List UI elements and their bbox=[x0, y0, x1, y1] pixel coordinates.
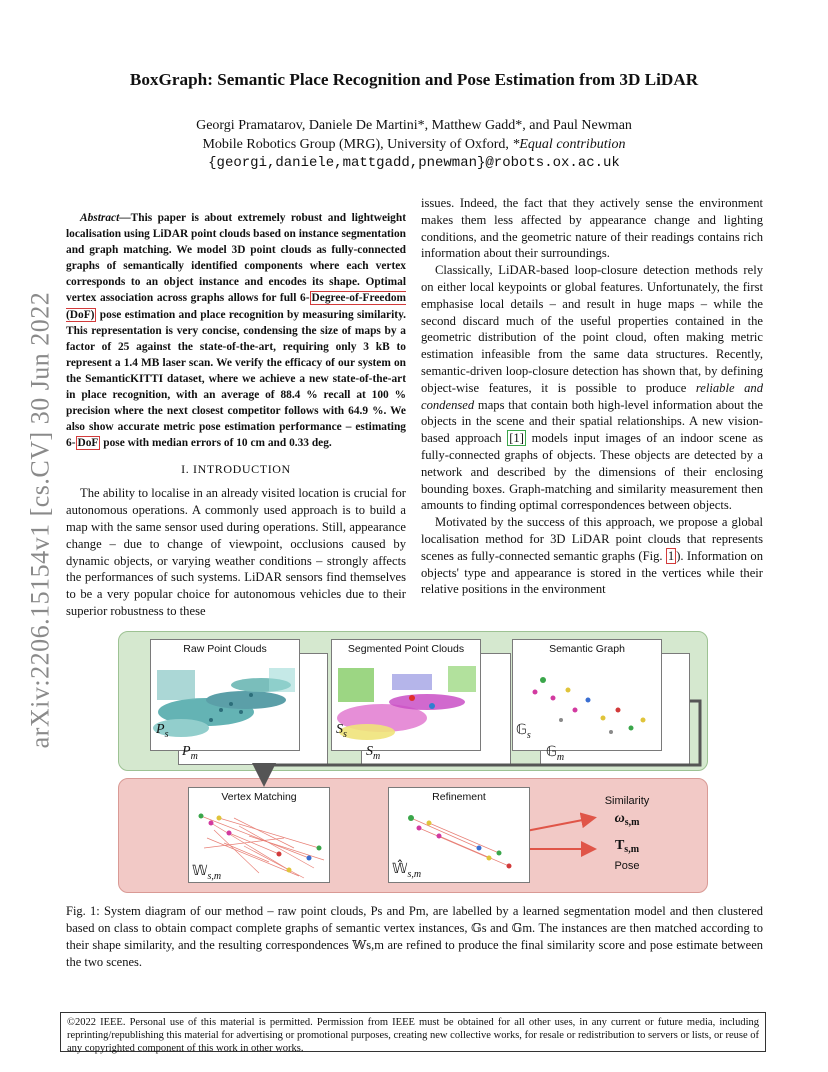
abstract-text-1: —This paper is about extremely robust and lightweight localisation using LiDAR point clouds based on instance segmentation and graph matching. We model 3D point clouds as fully-connected graphs of semantically identified components where each vertex corresponds to an object instance and encodes its shape. Optimal vertex association across graphs allows for full 6- bbox=[66, 212, 406, 305]
right-paragraph-2-a: Classically, LiDAR-based loop-closure detection methods rely on either local keypoints or global features. Unfortunately, the first emphasise local details – and result in huge maps – while the second discard much of the useful properties contained in the geometric distribution of the point cloud, often making metric estimation infeasible from the same data structures. Recently, semantic-driven loop-closure detection has shown that, by defining object-wise features, it is possible to produce bbox=[421, 263, 763, 395]
label-ss: $S_s$ bbox=[336, 722, 347, 740]
segmented-pointcloud-title: Segmented Point Clouds bbox=[347, 643, 465, 655]
label-w-hat: $𝕎̂_{s,m}$ bbox=[392, 862, 422, 880]
right-paragraph-1: issues. Indeed, the fact that they actively sense the environment makes them less affected by appearance change and lighting conditions, and the geometric nature of their readings contains rich information about their surroundings. bbox=[421, 196, 763, 261]
dof-acronym-link-2[interactable]: DoF bbox=[77, 437, 99, 450]
author-names: Georgi Pramatarov, Daniele De Martini*, Matthew Gadd*, and Paul Newman bbox=[196, 118, 632, 133]
abstract-text-2: pose estimation and place recognition by measuring similarity. This representation is very concise, condensing the size of maps by a factor of 25 against the state-of-the-art, requiring only 3 kB to represent a 1.4 MB laser scan. We verify the efficacy of our system on the SemanticKITTI dataset, where we achieve a new state-of-the-art in place recognition, with an average of 88.4 % recall at 100 % precision where the next closest competitor follows with 64.9 %. We also show accurate metric pose estimation performance – estimating 6- bbox=[66, 308, 406, 450]
author-emails: {georgi,daniele,mattgadd,pnewman}@robots.ox.ac.uk bbox=[208, 155, 620, 171]
affiliation-text: Mobile Robotics Group (MRG), University of Oxford, bbox=[202, 137, 509, 152]
right-paragraph-3 bbox=[421, 514, 763, 598]
label-gm: 𝔾$_m$ bbox=[546, 745, 565, 763]
similarity-symbol: $\omega_{s,m}$ bbox=[614, 811, 640, 829]
vertex-matching-title: Vertex Matching bbox=[221, 791, 297, 803]
figure-1-system-diagram bbox=[118, 631, 708, 893]
left-column bbox=[66, 210, 406, 620]
arxiv-identifier bbox=[20, 280, 60, 760]
label-gs: 𝔾$_s$ bbox=[516, 723, 531, 741]
right-paragraph-2-c: models input images of an indoor scene as fully-connected graphs of objects. These objects are detected by a network and described by the dimensions of their enclosing bounding boxes. Graph-matching and similarity measurement then amounts to finding optimal correspondences between objects. bbox=[421, 431, 764, 513]
pose-symbol: $T_{s,m}$ bbox=[614, 838, 640, 856]
section-heading-introduction: I. INTRODUCTION bbox=[181, 462, 291, 477]
label-sm: $S_m$ bbox=[366, 744, 381, 762]
right-paragraph-2 bbox=[421, 262, 763, 514]
figure-1-caption: Fig. 1: System diagram of our method – raw point clouds, Ps and Pm, are labelled by a learned segmentation model and then clustered based on class to obtain compact complete graphs of semantic vertex instances, 𝔾s and 𝔾m. The instances are then matched according to their shape similarity, and the resulting correspondences 𝕎s,m are refined to produce the final similarity score and pose estimate between the two scenes. bbox=[66, 904, 763, 969]
dof-acronym-link[interactable]: Degree-of-Freedom (DoF) bbox=[66, 292, 406, 321]
label-w: 𝕎$_{s,m}$ bbox=[192, 864, 222, 882]
abstract-label: Abstract bbox=[80, 212, 120, 224]
pose-label: Pose bbox=[614, 860, 640, 872]
equal-contribution-note: *Equal contribution bbox=[512, 137, 626, 152]
abstract-text-3: pose with median errors of 10 cm and 0.33 deg. bbox=[100, 437, 332, 450]
intro-paragraph-1: The ability to localise in an already visited location is crucial for autonomous operations. A commonly used approach is to build a map with the same sensor used during operations. Still, appearance change – due to change of viewpoint, occlusions caused by dynamic objects, or varying weather conditions – strongly affects the performances of such systems. LiDAR sensors find themselves to be a very popular choice for autonomous vehicles due to their superior robustness to these bbox=[66, 486, 406, 618]
author-block bbox=[60, 116, 768, 173]
citation-link-1[interactable]: [1] bbox=[509, 431, 524, 446]
raw-pointcloud-title: Raw Point Clouds bbox=[183, 643, 267, 655]
right-paragraph-2-b: maps that contain both high-level information about the objects in the scene and their spatial relationships. A new vision-based approach bbox=[421, 397, 763, 446]
abstract bbox=[66, 210, 406, 451]
refinement-title: Refinement bbox=[432, 791, 486, 803]
arxiv-identifier-text: arXiv:2206.15154v1 [cs.CV] 30 Jun 2022 bbox=[25, 291, 55, 749]
figure-link-1[interactable]: 1 bbox=[667, 548, 675, 563]
right-paragraph-2-emphasis: reliable and condensed bbox=[421, 380, 763, 412]
paper-title: BoxGraph: Semantic Place Recognition and Pose Estimation from 3D LiDAR bbox=[129, 70, 699, 89]
right-paragraph-3-a: Motivated by the success of this approach, we propose a global localisation method for 3D LiDAR point clouds that represents scenes as fully-connected semantic graphs (Fig. bbox=[421, 515, 763, 563]
label-pm: $P_m$ bbox=[182, 744, 198, 762]
intro-left-text bbox=[66, 485, 406, 619]
label-ps: $P_s$ bbox=[156, 722, 169, 740]
right-paragraph-3-b: ). Information on objects' type and appearance is stored in the vertices while their relative positions in the environment bbox=[421, 548, 763, 597]
semantic-graph-title: Semantic Graph bbox=[549, 643, 625, 655]
copyright-notice: ©2022 IEEE. Personal use of this material is permitted. Permission from IEEE must be obtained for all other uses, in any current or future media, including reprinting/republishing this material for advertising or promotional purposes, creating new collective works, for resale or redistribution to servers or lists, or reuse of any copyrighted component of this work in other works. bbox=[60, 1012, 766, 1052]
affiliation bbox=[60, 135, 768, 154]
similarity-label: Similarity bbox=[604, 795, 650, 807]
right-column bbox=[421, 195, 763, 598]
